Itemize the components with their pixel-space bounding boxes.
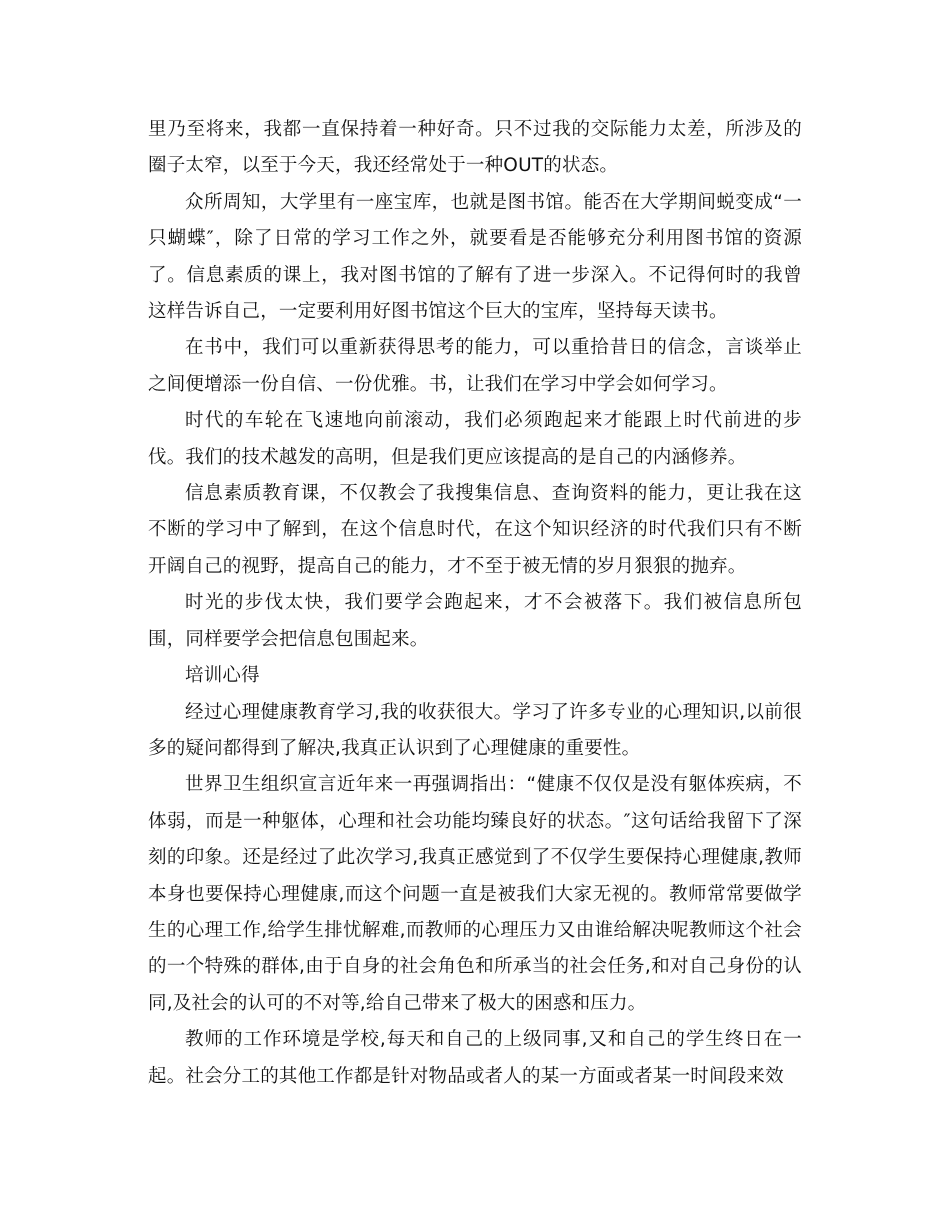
paragraph-time: 时光的步伐太快，我们要学会跑起来，才不会被落下。我们被信息所包围，同样要学会把信息包围起来。	[148, 592, 802, 650]
paragraph-who: 世界卫生组织宣言近年来一再强调指出：“健康不仅仅是没有躯体疾病，不体弱，而是一种躯体，心理和社会功能均臻良好的状态。″这句话给我留下了深刻的印象。还是经过了此次学习,我真正感觉到了不仅学生要保持心理健康,教师本身也要保持心理健康,而这个问题一直是被我们大家无视的。教师常常要做学生的心理工作,给学生排忧解难,而教师的心理压力又由谁给解决呢教师这个社会的一个特殊的群体,由于自身的社会角色和所承当的社会任务,和对自己身份的认同,及社会的认可的不对等,给自己带来了极大的困惑和压力。	[148, 774, 802, 1014]
paragraph-books: 在书中，我们可以重新获得思考的能力，可以重拾昔日的信念，言谈举止之间便增添一份自信、一份优雅。书，让我们在学习中学会如何学习。	[148, 337, 802, 395]
paragraph-continued: 里乃至将来，我都一直保持着一种好奇。只不过我的交际能力太差，所涉及的圈子太窄，以至于今天，我还经常处于一种OUT的状态。	[148, 119, 802, 177]
paragraph-mental-health: 经过心理健康教育学习,我的收获很大。学习了许多专业的心理知识,以前很多的疑问都得到了解决,我真正认识到了心理健康的重要性。	[148, 701, 802, 759]
document-body	[148, 112, 802, 1095]
paragraph-teacher-environment: 教师的工作环境是学校,每天和自己的上级同事,又和自己的学生终日在一起。社会分工的其他工作都是针对物品或者人的某一方面或者某一时间段来效	[148, 1029, 802, 1087]
section-heading: 培训心得	[185, 665, 260, 687]
paragraph-info-literacy: 信息素质教育课，不仅教会了我搜集信息、查询资料的能力，更让我在这不断的学习中了解到，在这个信息时代，在这个知识经济的时代我们只有不断开阔自己的视野，提高自己的能力，才不至于被无情的岁月狠狠的抛弃。	[148, 483, 802, 577]
paragraph-library: 众所周知，大学里有一座宝库，也就是图书馆。能否在大学期间蜕变成“一只蝴蝶″，除了日常的学习工作之外，就要看是否能够充分利用图书馆的资源了。信息素质的课上，我对图书馆的了解有了进一步深入。不记得何时的我曾这样告诉自己，一定要利用好图书馆这个巨大的宝库，坚持每天读书。	[148, 191, 802, 323]
paragraph-era: 时代的车轮在飞速地向前滚动，我们必须跑起来才能跟上时代前进的步伐。我们的技术越发的高明，但是我们更应该提高的是自己的内涵修养。	[148, 410, 802, 468]
